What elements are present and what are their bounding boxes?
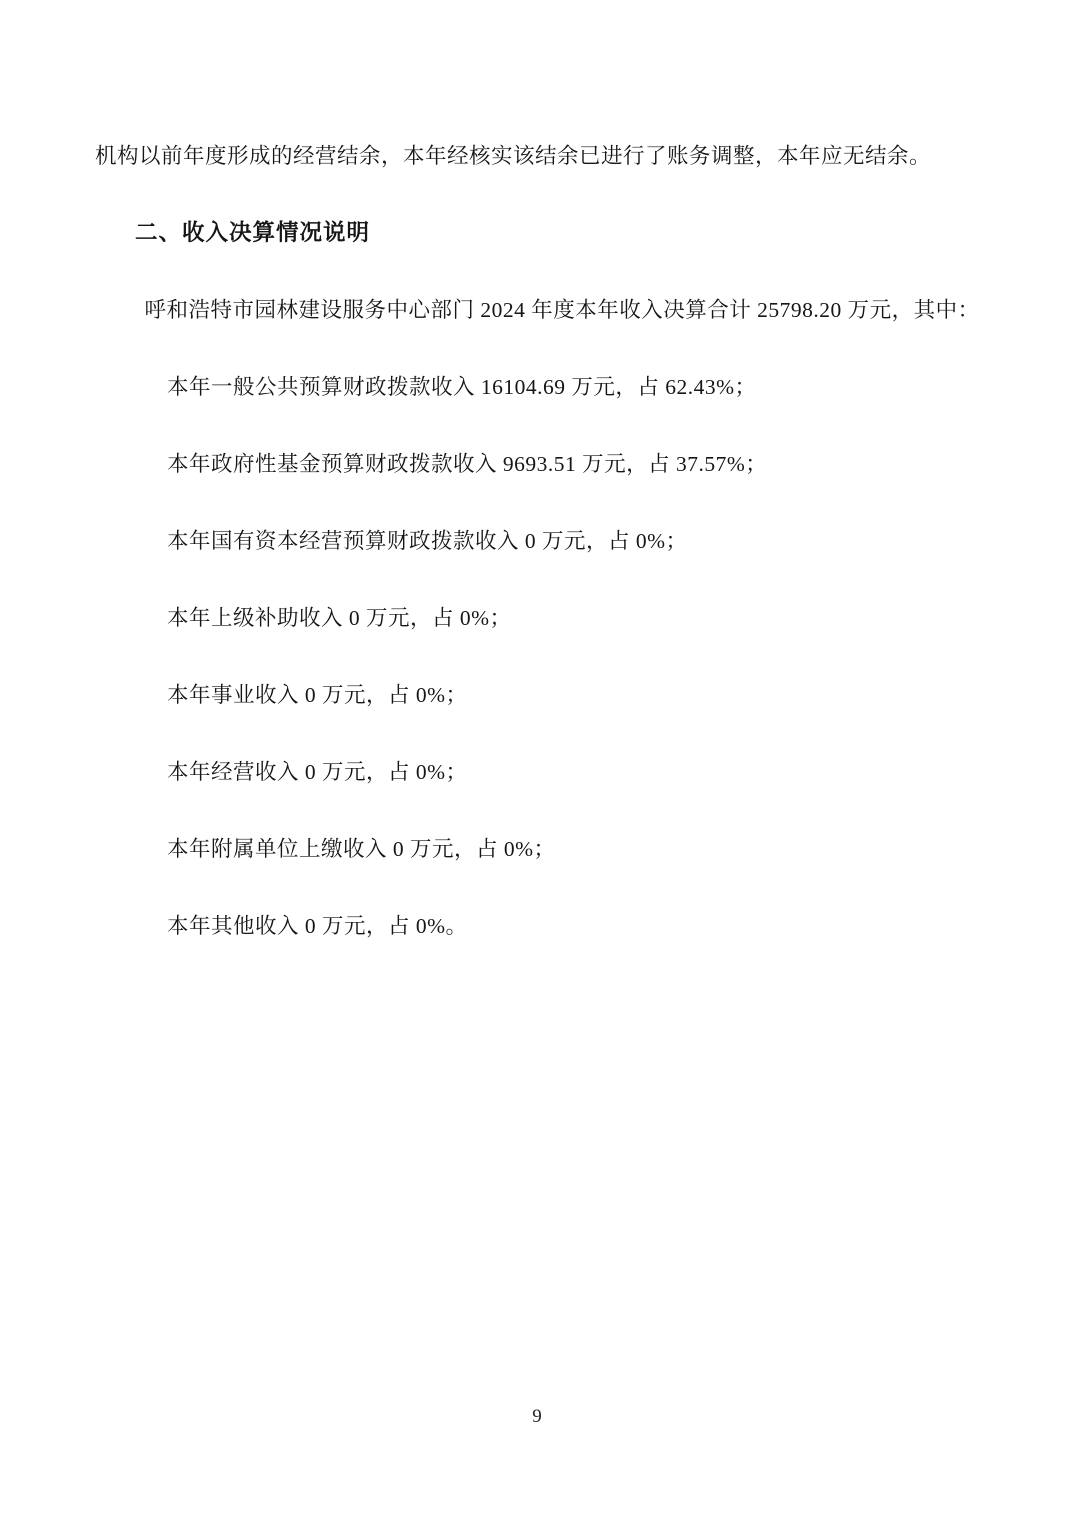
income-item-affiliated-unit-remittance: 本年附属单位上缴收入 0 万元，占 0%； <box>167 837 556 861</box>
carryover-paragraph: 机构以前年度形成的经营结余，本年经核实该结余已进行了账务调整，本年应无结余。 <box>95 144 932 168</box>
income-item-operating: 本年经营收入 0 万元，占 0%； <box>167 760 468 784</box>
page-number: 9 <box>532 1406 542 1427</box>
income-item-general-public-budget: 本年一般公共预算财政拨款收入 16104.69 万元，占 62.43%； <box>167 375 757 399</box>
income-item-superior-subsidy: 本年上级补助收入 0 万元，占 0%； <box>167 606 512 630</box>
section-heading: 二、收入决算情况说明 <box>135 220 371 245</box>
income-item-institutional: 本年事业收入 0 万元，占 0%； <box>167 683 468 707</box>
income-item-other: 本年其他收入 0 万元，占 0%。 <box>167 914 468 938</box>
income-item-government-fund-budget: 本年政府性基金预算财政拨款收入 9693.51 万元，占 37.57%； <box>167 452 768 476</box>
income-item-state-capital-budget: 本年国有资本经营预算财政拨款收入 0 万元，占 0%； <box>167 529 688 553</box>
intro-paragraph: 呼和浩特市园林建设服务中心部门 2024 年度本年收入决算合计 25798.20 万元，其中： <box>144 298 980 322</box>
